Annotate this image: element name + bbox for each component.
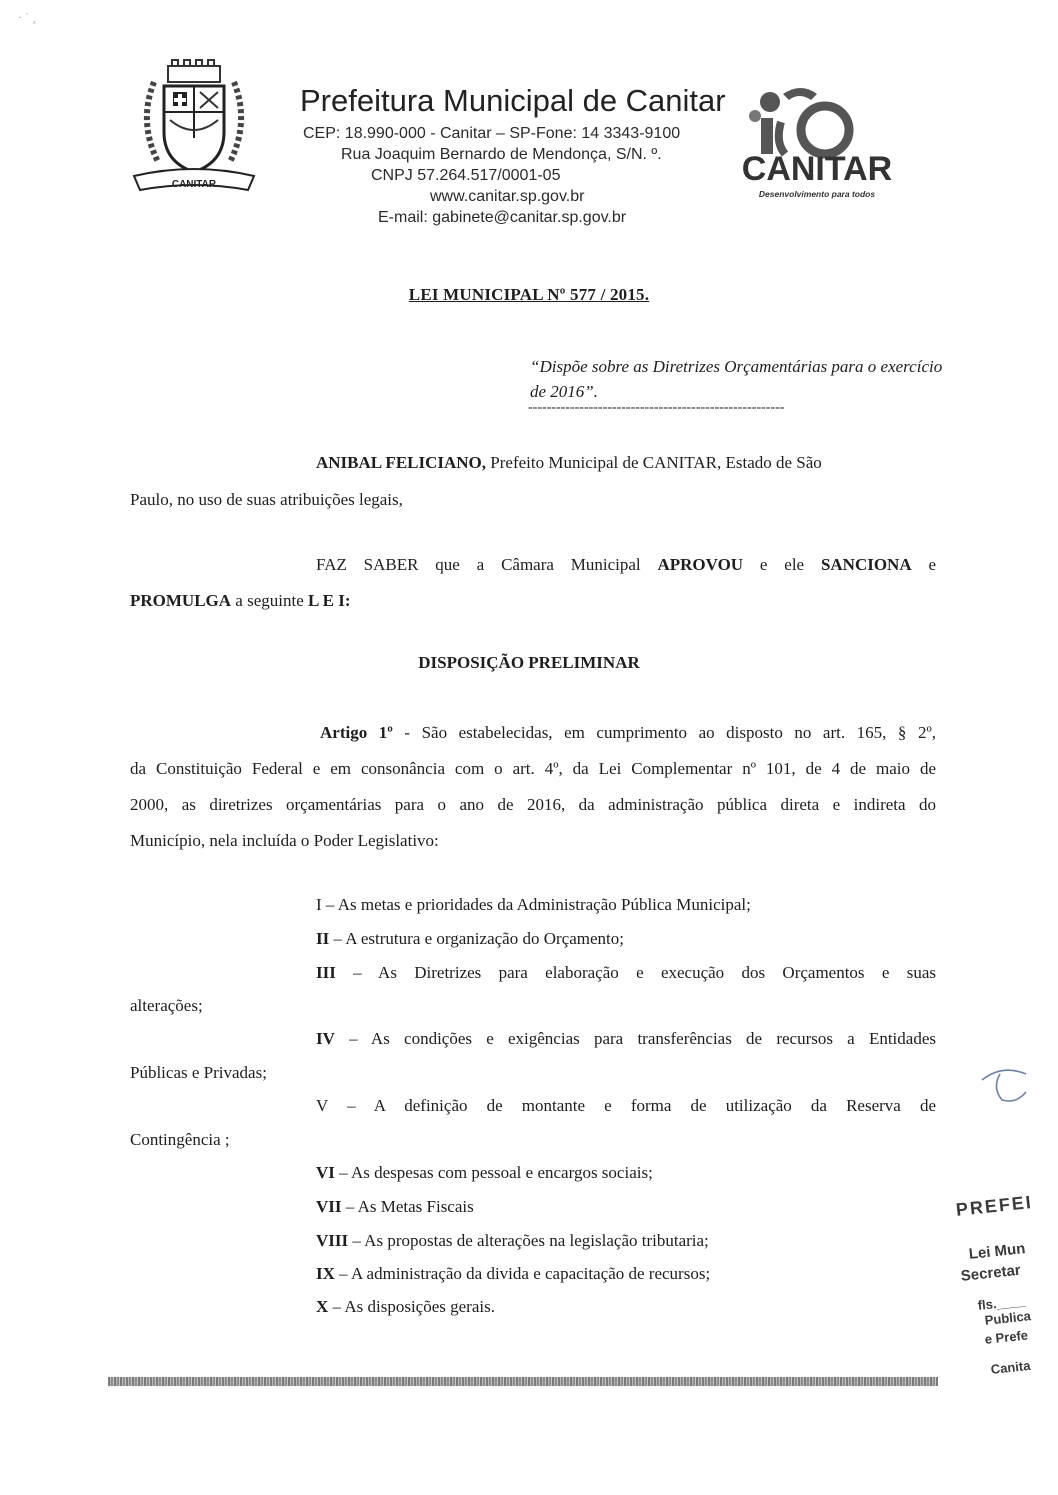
article-1-first: - São estabelecidas, em cumprimento ao disposto no art. 165, § 2º,	[392, 723, 936, 742]
law-ementa: “Dispõe sobre as Diretrizes Orçamentárias para o exercício de 2016”.	[530, 357, 943, 401]
article-1-label: Artigo 1º	[320, 723, 393, 742]
article-1-line-3: 2000, as diretrizes orçamentárias para o ano de 2016, da administração pública direta e indireta do	[130, 795, 936, 814]
item-number: I	[316, 895, 322, 914]
item-text: – A estrutura e organização do Orçamento;	[329, 929, 624, 948]
list-item	[316, 929, 624, 949]
item-text: – As propostas de alterações na legislação tributaria;	[348, 1231, 709, 1250]
article-1-line-2: da Constituição Federal e em consonância com o art. 4º, da Lei Complementar nº 101, de 4 de maio de	[130, 759, 936, 778]
footer-bar	[108, 1377, 938, 1386]
item-number: V	[316, 1096, 328, 1115]
municipal-crest-icon	[128, 58, 260, 198]
list-item	[316, 1029, 936, 1049]
item-continuation: alterações;	[130, 996, 203, 1015]
stamp-line: Lei Mun	[968, 1240, 1027, 1263]
stamp-line: fls.____	[977, 1293, 1027, 1313]
brand-logo-name: CANITAR	[741, 150, 893, 188]
mayor-name: ANIBAL FELICIANO,	[316, 453, 487, 472]
stamp-line: Publica	[984, 1308, 1032, 1328]
item-text: – A definição de montante e forma de utilização da Reserva de	[327, 1096, 936, 1115]
item-text: – As Diretrizes para elaboração e execução dos Orçamentos e suas	[335, 963, 936, 982]
stamp-line: PREFEI	[955, 1191, 1034, 1220]
item-number: III	[316, 963, 336, 982]
item-text: – As metas e prioridades da Administração Pública Municipal;	[321, 895, 751, 914]
municipality-title: Prefeitura Municipal de Canitar	[300, 83, 726, 118]
list-item	[316, 963, 936, 983]
stamp-line: Canita	[990, 1357, 1032, 1377]
proclamation-lei: L E I:	[308, 591, 351, 610]
proclamation-text-g: a seguinte	[231, 591, 308, 610]
list-item	[316, 895, 751, 915]
article-1-line-4: Município, nela incluída o Poder Legislativo:	[130, 831, 439, 850]
header-website: www.canitar.sp.gov.br	[430, 188, 585, 205]
proclamation-aprovou: APROVOU	[657, 555, 744, 574]
law-title: LEI MUNICIPAL Nº 577 / 2015.	[408, 285, 650, 304]
stamp-line: Secretar	[960, 1261, 1022, 1285]
item-number: VII	[316, 1197, 342, 1216]
item-number: IX	[316, 1264, 335, 1283]
header-cnpj: CNPJ 57.264.517/0001-05	[371, 167, 561, 184]
preamble-line-1	[316, 453, 822, 473]
proclamation-text-c: e ele	[743, 555, 821, 574]
crest-ribbon-text: CANITAR	[171, 179, 217, 190]
proclamation-text-e: e	[911, 555, 937, 574]
handwritten-initial-icon	[978, 1062, 1030, 1108]
proclamation-sanciona: SANCIONA	[820, 555, 912, 574]
canitar-brand-logo	[725, 82, 910, 200]
item-number: II	[316, 929, 330, 948]
proclamation-text-a: FAZ SABER que a Câmara Municipal	[316, 555, 658, 574]
list-item	[316, 1264, 710, 1284]
header-address-cep: CEP: 18.990-000 - Canitar – SP-Fone: 14 3343-9100	[303, 125, 681, 142]
list-item	[316, 1096, 936, 1116]
preamble-text-2: Paulo, no uso de suas atribuições legais,	[130, 490, 403, 509]
list-item	[316, 1231, 709, 1251]
item-text: – A administração da divida e capacitação de recursos;	[334, 1264, 711, 1283]
item-text: – As disposições gerais.	[328, 1297, 495, 1316]
ementa-dashed-rule: -------------------------------------------------------	[528, 400, 785, 415]
header-email: E-mail: gabinete@canitar.sp.gov.br	[378, 209, 627, 226]
proclamation-line-1	[316, 555, 936, 575]
item-continuation: Contingência ;	[130, 1130, 230, 1149]
list-item	[316, 1163, 653, 1183]
preamble-text-1: Prefeito Municipal de CANITAR, Estado de São	[486, 453, 822, 472]
item-number: X	[316, 1297, 329, 1316]
item-text: – As despesas com pessoal e encargos sociais;	[334, 1163, 653, 1182]
item-number: VI	[316, 1163, 335, 1182]
list-item	[316, 1297, 495, 1317]
item-number: IV	[316, 1029, 335, 1048]
item-text: – As Metas Fiscais	[341, 1197, 474, 1216]
item-continuation: Públicas e Privadas;	[130, 1063, 267, 1082]
brand-logo-tagline: Desenvolvimento para todos	[758, 189, 876, 199]
article-1-line-1	[320, 723, 936, 743]
proclamation-promulga: PROMULGA	[130, 591, 232, 610]
section-heading: DISPOSIÇÃO PRELIMINAR	[418, 653, 640, 672]
list-item	[316, 1197, 474, 1217]
scan-specks: · ˙ ¸	[18, 10, 36, 24]
item-text: – As condições e exigências para transferências de recursos a Entidades	[334, 1029, 936, 1048]
proclamation-line-2	[130, 591, 351, 611]
header-address-street: Rua Joaquim Bernardo de Mendonça, S/N. º.	[341, 146, 662, 163]
item-number: VIII	[316, 1231, 349, 1250]
stamp-line: e Prefe	[984, 1327, 1029, 1347]
